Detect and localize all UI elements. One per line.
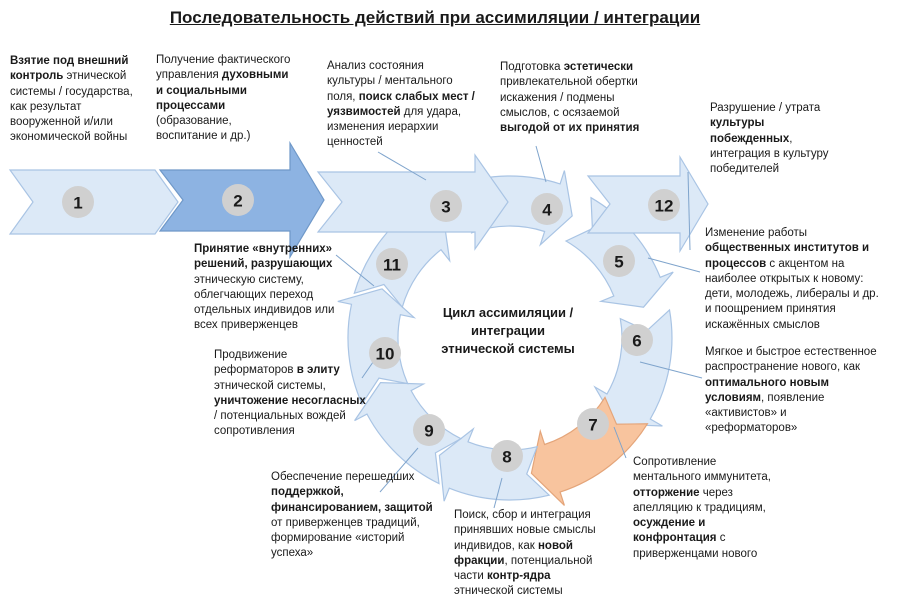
- step-circle-7: [577, 408, 609, 440]
- step-number: 12: [654, 196, 674, 216]
- step-circle-3: [430, 190, 462, 222]
- step-circle-5: [603, 245, 635, 277]
- step-number: 3: [441, 197, 451, 217]
- step-number: 9: [424, 421, 434, 441]
- step-circle-11: [376, 248, 408, 280]
- step-number: 5: [614, 252, 624, 272]
- step-circle-1: [62, 186, 94, 218]
- step-number: 8: [502, 447, 512, 467]
- step-circle-6: [621, 324, 653, 356]
- text-step-11: Принятие «внутренних» решений, разрушающих этническую систему, облегчающих переход отдельных индивидов или всех приверженцев: [194, 243, 335, 332]
- step-circle-9: [413, 414, 445, 446]
- text-step-10: Продвижение реформаторов в элиту этнической системы, уничтожение несогласных / потенциальных вождей сопротивления: [214, 349, 366, 438]
- step-circle-8: [491, 440, 523, 472]
- text-step-8: Поиск, сбор и интеграция принявших новые смыслы индивидов, как новой фракции, потенциальной части контр-ядра этнической системы: [454, 509, 596, 598]
- text-step-7: Сопротивление ментального иммунитета, отторжение через апелляцию к традициям, осуждение и конфронтация с приверженцами нового: [633, 456, 771, 560]
- text-step-3: Анализ состояния культуры / ментального поля, поиск слабых мест / уязвимостей для удара, изменения иерархии ценностей: [327, 60, 475, 149]
- step-number: 7: [588, 415, 598, 435]
- step-number: 4: [542, 200, 552, 220]
- diagram-title: Последовательность действий при ассимиляции / интеграции: [169, 8, 701, 27]
- text-step-6: Мягкое и быстрое естественное распространение нового, как оптимального новым условиям, появление «активистов» и «реформаторов»: [705, 346, 877, 435]
- text-step-9: Обеспечение перешедших поддержкой, финансированием, защитой от приверженцев традиций, формирование «историй успеха»: [271, 471, 433, 560]
- step-number: 2: [233, 191, 243, 211]
- text-step-12: Разрушение / утрата культуры побежденных, интеграция в культуру победителей: [710, 102, 829, 176]
- cycle-center-label: Цикл ассимиляции / интеграции этнической системы: [441, 305, 575, 356]
- step-circle-12: [648, 189, 680, 221]
- step-number: 11: [383, 255, 401, 275]
- text-step-5: Изменение работы общественных институтов и процессов с акцентом на наиболее открытых к новому: дети, молодежь, либералы и др. и поощрением принятия искажённых смыслов: [705, 227, 879, 331]
- text-step-4: Подготовка эстетически привлекательной обертки искажения / подмены смыслов, с осязаемой выгодой от их принятия: [500, 61, 640, 135]
- text-step-2: Получение фактического управления духовными и социальными процессами (образование, воспитание и др.): [156, 54, 291, 143]
- step-circle-4: [531, 193, 563, 225]
- text-step-1: Взятие под внешний контроль этнической системы / государства, как результат вооруженной и/или экономической войны: [10, 55, 133, 144]
- step-number: 6: [632, 331, 642, 351]
- step-number: 1: [73, 193, 83, 213]
- step-number: 10: [375, 344, 395, 364]
- step-circle-2: [222, 184, 254, 216]
